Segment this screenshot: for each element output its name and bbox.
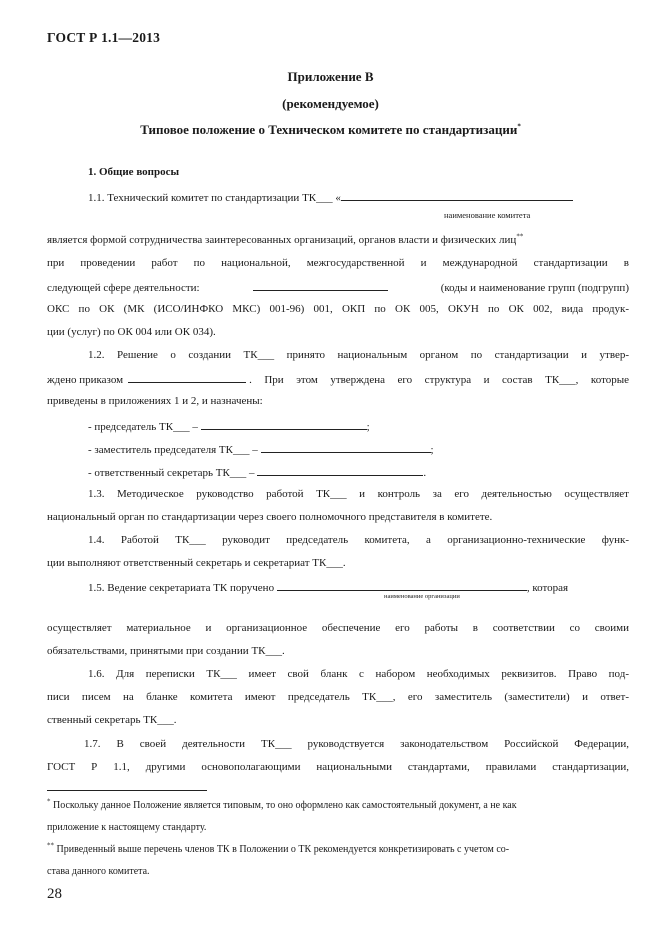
appendix-subtitle: (рекомендуемое) [282,96,379,111]
committee-name-caption: наименование комитета [444,210,531,220]
organization-blank [277,579,527,591]
heading-footnote-mark: * [517,122,521,131]
p1-1-line5: ОКС по ОК (МК (ИСО/ИНФКО МКС) 001-96) 001, ОКП по ОК 005, ОКУН по ОК 002, вида продук- [47,303,629,315]
p1-4-line1: 1.4. Работой ТК___ руководит председатель комитета, а организационно-технические функ- [88,534,629,546]
p1-7-line2: ГОСТ Р 1.1, другими основополагающими национальными стандартами, правилами стандартизации, [47,761,629,773]
p1-2-line2 [47,371,629,387]
footnote-1-line2: приложение к настоящему стандарту. [47,822,207,833]
p1-1-line4-a: следующей сфере деятельности: [47,282,200,294]
appendix-title: Приложение В [287,69,374,84]
document-header: ГОСТ Р 1.1—2013 [47,30,161,45]
footnote-2-mark: ** [47,841,54,850]
p1-1-line3: при проведении работ по национальной, межгосударственной и международной стандартизации в [47,257,629,269]
order-blank [128,371,246,383]
p1-5-line1-a: 1.5. Ведение секретариата ТК поручено [88,582,275,594]
p1-2-line2-a: ждено приказом [47,374,124,386]
deputy-label: - заместитель председателя ТК___ – [88,444,258,456]
p1-4-line2: ции выполняют ответственный секретарь и секретариат ТК___. [47,557,346,569]
secretary-dot: . [423,467,427,479]
p1-5-line1 [88,579,568,595]
p1-1-line4 [47,279,629,295]
appendix-heading [0,122,661,138]
chair-blank [201,418,367,430]
footnote-2-line1 [47,843,509,856]
p1-2-line3: приведены в приложениях 1 и 2, и назначены: [47,395,263,407]
footnote-separator [47,790,207,791]
secretary-blank [257,464,423,476]
section-title: 1. Общие вопросы [88,166,180,178]
footnote-2-text: Приведенный выше перечень членов ТК в Положении о ТК рекомендуется конкретизировать с учетом со- [56,844,510,855]
p1-1-line4-b: (коды и наименование групп (подгрупп) [440,282,629,294]
p1-7-line1: 1.7. В своей деятельности ТК___ руководствуется законодательством Российской Федерации, [84,738,629,750]
chair-semicolon: ; [366,421,370,433]
p1-1-line2 [47,233,523,247]
p1-6-line1: 1.6. Для переписки ТК___ имеет свой бланк с набором необходимых реквизитов. Право под- [88,668,629,680]
p1-5-line1-b: , которая [526,582,569,594]
p1-1-line1 [88,189,573,205]
p1-6-line2: писи писем на бланке комитета имеют председатель ТК___, его заместитель (заместители) и ответ- [47,691,629,703]
chair-label: - председатель ТК___ – [88,421,198,433]
chair-line [88,418,370,434]
footnote-2-line2: става данного комитета. [47,866,150,877]
page-number: 28 [47,886,62,902]
p1-1-line6: ции (услуг) по ОК 004 или ОК 034). [47,326,216,338]
secretary-line [88,464,426,480]
p1-5-line3: обязательствами, принятыми при создании ТК___. [47,645,285,657]
p1-5-line2: осуществляет материальное и организационное обеспечение его работы в соответствии со своими [47,622,629,634]
p1-3-line1: 1.3. Методическое руководство работой ТК___ и контроль за его деятельностью осуществляет [88,488,629,500]
organization-caption: наименование организации [384,593,460,600]
deputy-semicolon: ; [430,444,434,456]
deputy-blank [261,441,431,453]
p1-2-line1: 1.2. Решение о создании ТК___ принято национальным органом по стандартизации и утвер- [88,349,629,361]
p1-1-line2-text: является формой сотрудничества заинтересованных организаций, органов власти и физических лиц [47,234,517,246]
p1-2-line2-b: . При этом утверждена его структура и состав ТК___, которые [249,374,629,386]
footnote-mark-2: ** [516,232,524,241]
p1-6-line3: ственный секретарь ТК___. [47,714,177,726]
secretary-label: - ответственный секретарь ТК___ – [88,467,255,479]
footnote-1-line1 [47,799,517,812]
appendix-heading-text: Типовое положение о Техническом комитете по стандартизации [140,122,518,137]
committee-name-blank [341,189,573,201]
deputy-line [88,441,434,457]
footnote-1-mark: * [47,797,51,806]
footnote-1-text: Поскольку данное Положение является типовым, то оно оформлено как самостоятельный документ, а не как [53,800,517,811]
p1-3-line2: национальный орган по стандартизации через своего полномочного представителя в комитете. [47,511,493,523]
activity-sphere-blank [253,279,388,291]
p1-1-text: 1.1. Технический комитет по стандартизации ТК___ « [88,192,341,204]
